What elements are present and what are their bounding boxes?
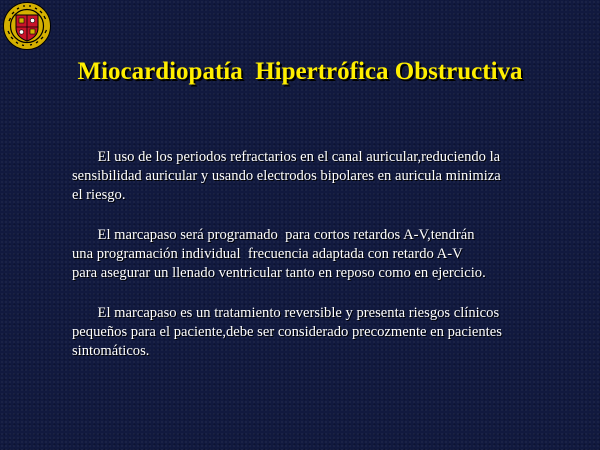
text-line: para asegurar un llenado ventricular tanto en reposo como en ejercicio. (72, 265, 486, 281)
text-line: sintomáticos. (72, 343, 150, 359)
text-line: una programación individual frecuencia adaptada con retardo A-V (72, 246, 463, 262)
slide-title: Miocardiopatía Hipertrófica Obstructiva (77, 58, 523, 85)
text-line: El uso de los periodos refractarios en el canal auricular,reduciendo la (72, 149, 501, 165)
university-seal-icon (1, 1, 53, 51)
text-line: El marcapaso será programado para cortos retardos A-V,tendrán (72, 227, 475, 243)
slide-body (72, 148, 572, 382)
text-line: sensibilidad auricular y usando electrodos bipolares en auricula minimiza (72, 168, 501, 184)
text-line: el riesgo. (72, 187, 126, 203)
text-line: pequeños para el paciente,debe ser considerado precozmente en pacientes (72, 324, 502, 340)
text-line: El marcapaso es un tratamiento reversible y presenta riesgos clínicos (72, 305, 500, 321)
paragraph-pacing-refractory (72, 148, 572, 205)
paragraph-pacemaker-programming (72, 226, 572, 283)
paragraph-pacemaker-treatment (72, 304, 572, 361)
